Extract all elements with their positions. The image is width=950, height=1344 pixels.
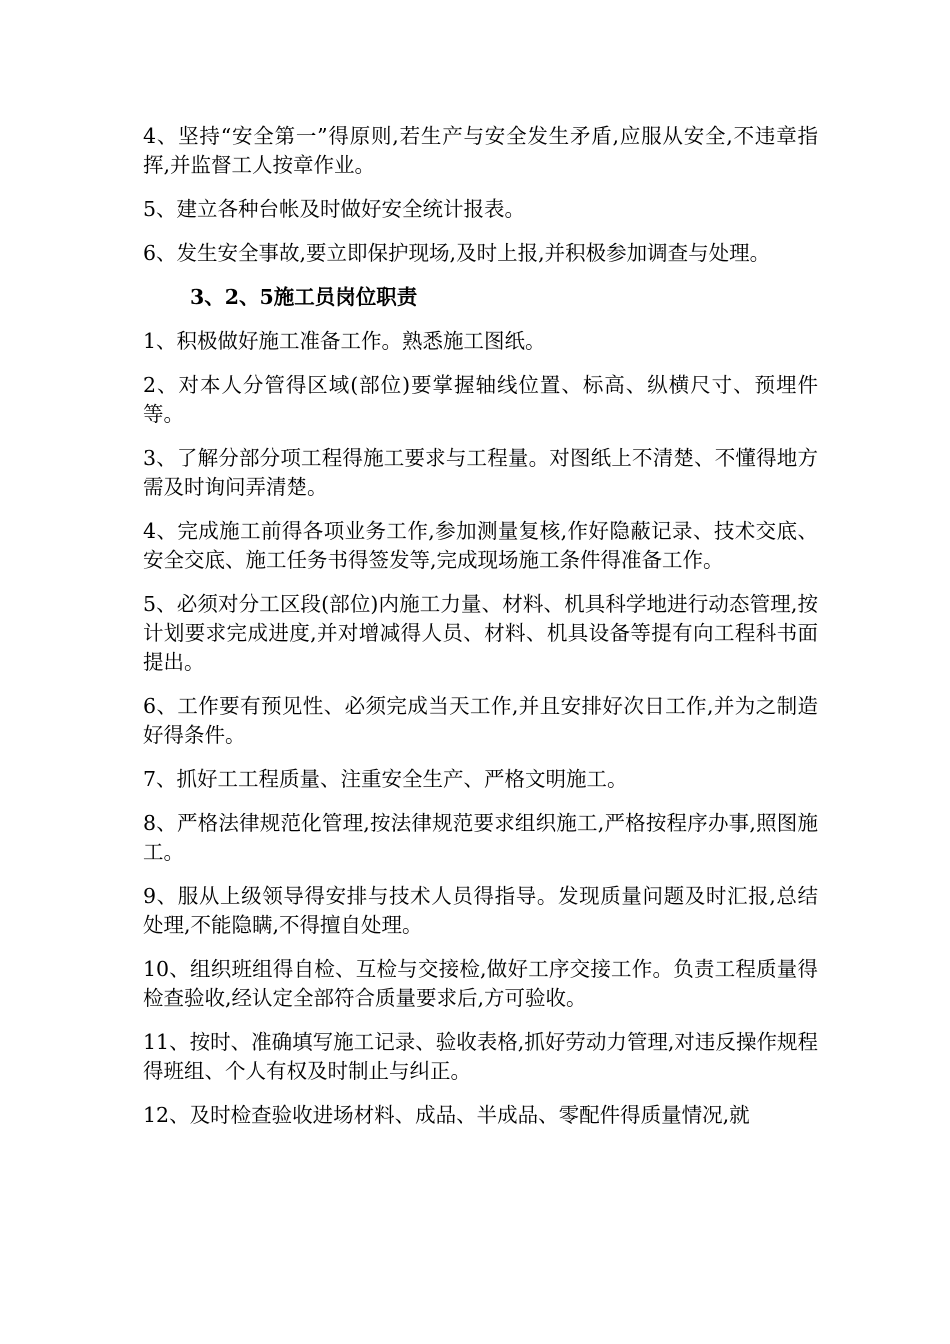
section-heading: 3、2、5施工员岗位职责	[190, 285, 418, 309]
paragraph-item-6-accident: 6、发生安全事故,要立即保护现场,及时上报,并积极参加调查与处理。	[143, 241, 771, 265]
duty-item-4: 4、完成施工前得各项业务工作,参加测量复核,作好隐蔽记录、技术交底、安全交底、施工任务书得签发等,完成现场施工条件得准备工作。	[143, 519, 818, 572]
duty-item-7: 7、抓好工工程质量、注重安全生产、严格文明施工。	[143, 767, 628, 791]
duty-item-2: 2、对本人分管得区域(部位)要掌握轴线位置、标高、纵横尺寸、预埋件等。	[143, 373, 818, 426]
duty-item-9: 9、服从上级领导得安排与技术人员得指导。发现质量问题及时汇报,总结处理,不能隐瞒,不得擅自处理。	[143, 884, 818, 937]
paragraph-item-5-ledgers: 5、建立各种台帐及时做好安全统计报表。	[143, 197, 526, 221]
duty-item-11: 11、按时、准确填写施工记录、验收表格,抓好劳动力管理,对违反操作规程得班组、个人有权及时制止与纠正。	[143, 1030, 818, 1083]
duty-item-1: 1、积极做好施工准备工作。熟悉施工图纸。	[143, 329, 546, 353]
paragraph-item-4-safety-first: 4、坚持“安全第一”得原则,若生产与安全发生矛盾,应服从安全,不违章指挥,并监督工人按章作业。	[143, 124, 818, 177]
duty-item-12: 12、及时检查验收进场材料、成品、半成品、零配件得质量情况,就	[143, 1103, 750, 1127]
document-body	[143, 122, 818, 1145]
duty-item-5: 5、必须对分工区段(部位)内施工力量、材料、机具科学地进行动态管理,按计划要求完成进度,并对增减得人员、材料、机具设备等提有向工程科书面提出。	[143, 592, 818, 674]
duty-item-8: 8、严格法律规范化管理,按法律规范要求组织施工,严格按程序办事,照图施工。	[143, 811, 818, 864]
duty-item-10: 10、组织班组得自检、互检与交接检,做好工序交接工作。负责工程质量得检查验收,经认定全部符合质量要求后,方可验收。	[143, 957, 818, 1010]
duty-item-6: 6、工作要有预见性、必须完成当天工作,并且安排好次日工作,并为之制造好得条件。	[143, 694, 818, 747]
duty-item-3: 3、了解分部分项工程得施工要求与工程量。对图纸上不清楚、不懂得地方需及时询问弄清楚。	[143, 446, 818, 499]
